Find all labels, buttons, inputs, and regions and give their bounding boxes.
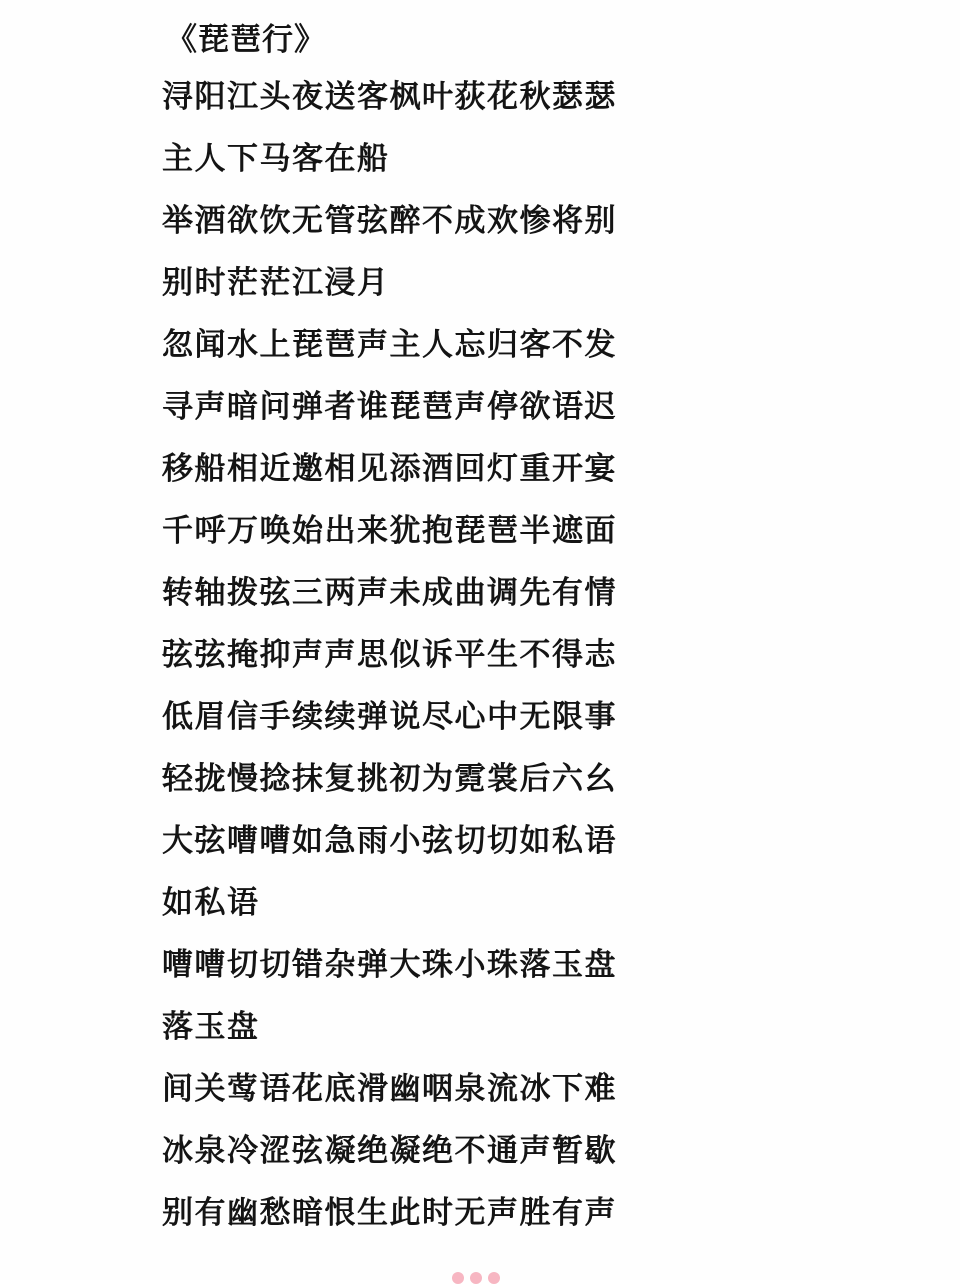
poem-title: 《琵琶行》 [166,22,326,58]
poem-text [162,14,642,1244]
bottom-decoration [452,1272,504,1280]
poem-line: 忽闻水上琵琶声主人忘归客不发 [162,327,617,363]
poem-line: 冰泉冷涩弦凝绝凝绝不通声暂歇 [162,1133,617,1169]
poem-line: 嘈嘈切切错杂弹大珠小珠落玉盘 [162,947,617,983]
poem-line: 间关莺语花底滑幽咽泉流冰下难 [162,1071,617,1107]
poem-line: 千呼万唤始出来犹抱琵琶半遮面 [162,513,617,549]
poem-line: 如私语 [162,885,260,921]
poem-line: 主人下马客在船 [162,141,390,177]
poem-line: 落玉盘 [162,1009,260,1045]
poem-line: 别时茫茫江浸月 [162,265,390,301]
poem-line: 浔阳江头夜送客枫叶荻花秋瑟瑟 [162,79,617,115]
poem-line: 别有幽愁暗恨生此时无声胜有声 [162,1195,617,1231]
poem-line: 转轴拨弦三两声未成曲调先有情 [162,575,617,611]
dot-icon [470,1272,482,1284]
dot-icon [488,1272,500,1284]
poem-line: 举酒欲饮无管弦醉不成欢惨将别 [162,203,617,239]
poem-line: 移船相近邀相见添酒回灯重开宴 [162,451,617,487]
poem-line: 低眉信手续续弹说尽心中无限事 [162,699,617,735]
poem-line: 寻声暗问弹者谁琵琶声停欲语迟 [162,389,617,425]
dot-icon [452,1272,464,1284]
poem-line: 大弦嘈嘈如急雨小弦切切如私语 [162,823,617,859]
poem-line: 轻拢慢捻抹复挑初为霓裳后六幺 [162,761,617,797]
poem-line: 弦弦掩抑声声思似诉平生不得志 [162,637,617,673]
